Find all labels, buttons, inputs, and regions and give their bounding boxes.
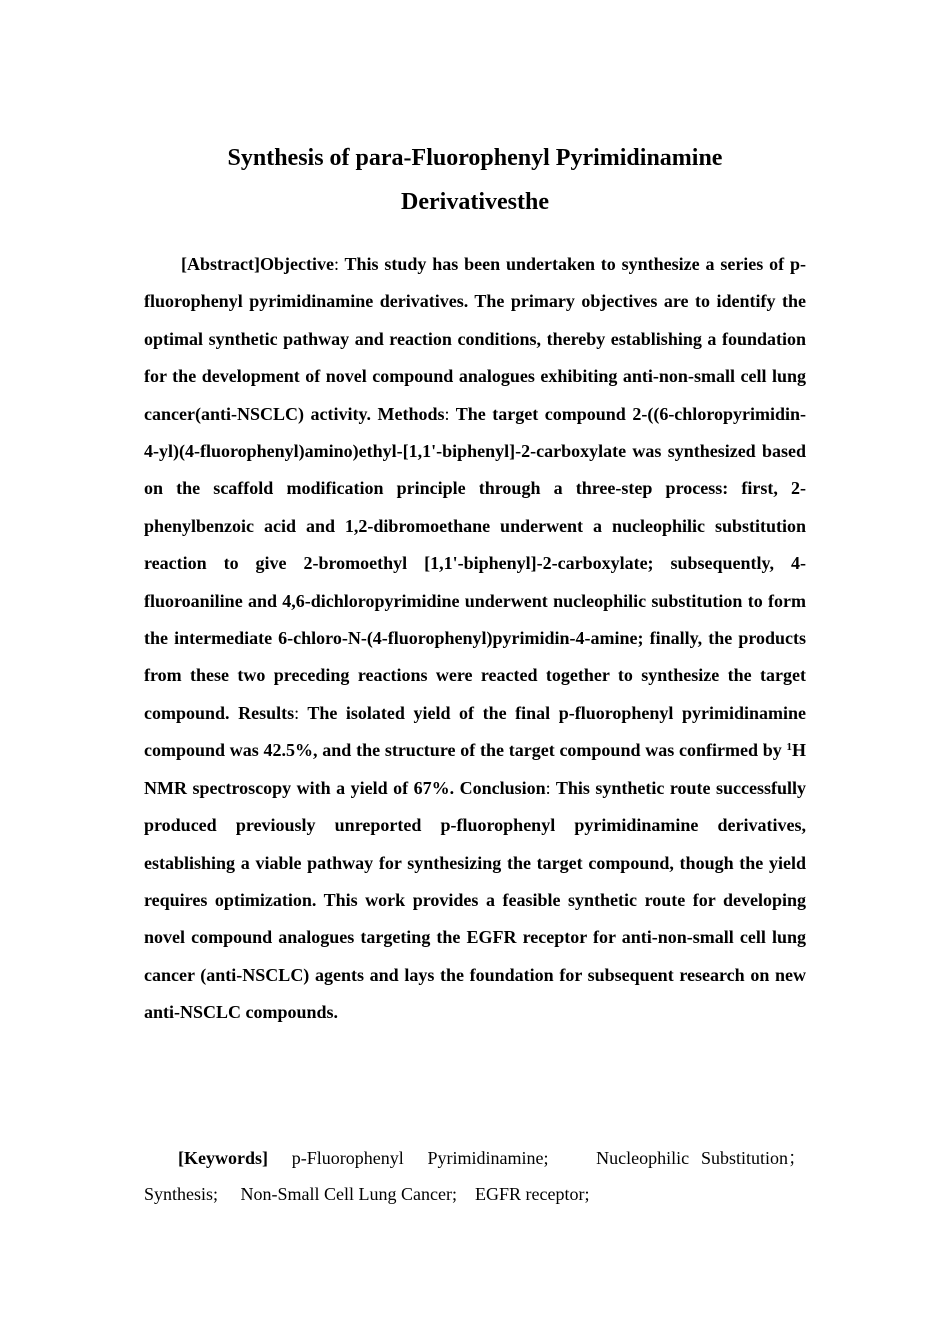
keywords-paragraph — [144, 1140, 806, 1212]
results-text-1: The isolated yield of the final p-fluorophenyl pyrimidinamine compound was 42.5%, and the structure of the target compound was confirmed by — [144, 702, 806, 761]
objective-colon: : — [333, 254, 339, 274]
results-superscript: 1 — [786, 741, 792, 754]
paper-title-line-1: Synthesis of para-Fluorophenyl Pyrimidinamine — [227, 145, 723, 171]
conclusion-text: This synthetic route successfully produced previously unreported p-fluorophenyl pyrimidinamine derivatives, establishing a viable pathway for synthesizing the target compound, though the yield requires optimization. This work provides a feasible synthetic route for developing novel compound analogues targeting the EGFR receptor for anti-non-small cell lung cancer (anti-NSCLC) agents and lays the foundation for subsequent research on new anti-NSCLC compounds. — [144, 777, 806, 1023]
abstract-paragraph — [144, 246, 806, 1032]
keywords-text: p-Fluorophenyl Pyrimidinamine; Nucleophilic Substitution；Synthesis; Non-Small Cell Lung Cancer; EGFR receptor; — [144, 1148, 806, 1204]
conclusion-colon: : — [545, 777, 551, 798]
abstract-label: [Abstract] — [181, 254, 260, 274]
results-text-2: H NMR spectroscopy with a yield of 67%. — [144, 740, 806, 798]
objective-label: Objective — [259, 254, 334, 274]
methods-label: Methods — [377, 403, 445, 424]
paper-title — [144, 136, 806, 224]
methods-colon: : — [444, 403, 450, 424]
methods-text: The target compound 2-((6-chloropyrimidin-4-yl)(4-fluorophenyl)amino)ethyl-[1,1'-biphenyl]-2-carboxylate was synthesized based on the scaffold modification principle through a three-step process: first, 2-phenylbenzoic acid and 1,2-dibromoethane underwent a nucleophilic substitution reaction to give 2-bromoethyl [1,1'-biphenyl]-2-carboxylate; subsequently, 4-fluoroaniline and 4,6-dichloropyrimidine underwent nucleophilic substitution to form the intermediate 6-chloro-N-(4-fluorophenyl)pyrimidin-4-amine; finally, the products from these two preceding reactions were reacted together to synthesize the target compound. — [144, 403, 806, 723]
keywords-label: [Keywords] — [178, 1148, 268, 1168]
conclusion-label: Conclusion — [459, 777, 546, 798]
paper-title-line-2: Derivativesthe — [401, 189, 549, 215]
results-colon: : — [294, 702, 300, 723]
results-label: Results — [238, 702, 295, 723]
objective-text: This study has been undertaken to synthesize a series of p-fluorophenyl pyrimidinamine derivatives. The primary objectives are to identify the optimal synthetic pathway and reaction conditions, thereby establishing a foundation for the development of novel compound analogues exhibiting anti-non-small cell lung cancer(anti-NSCLC) activity. — [144, 254, 806, 424]
